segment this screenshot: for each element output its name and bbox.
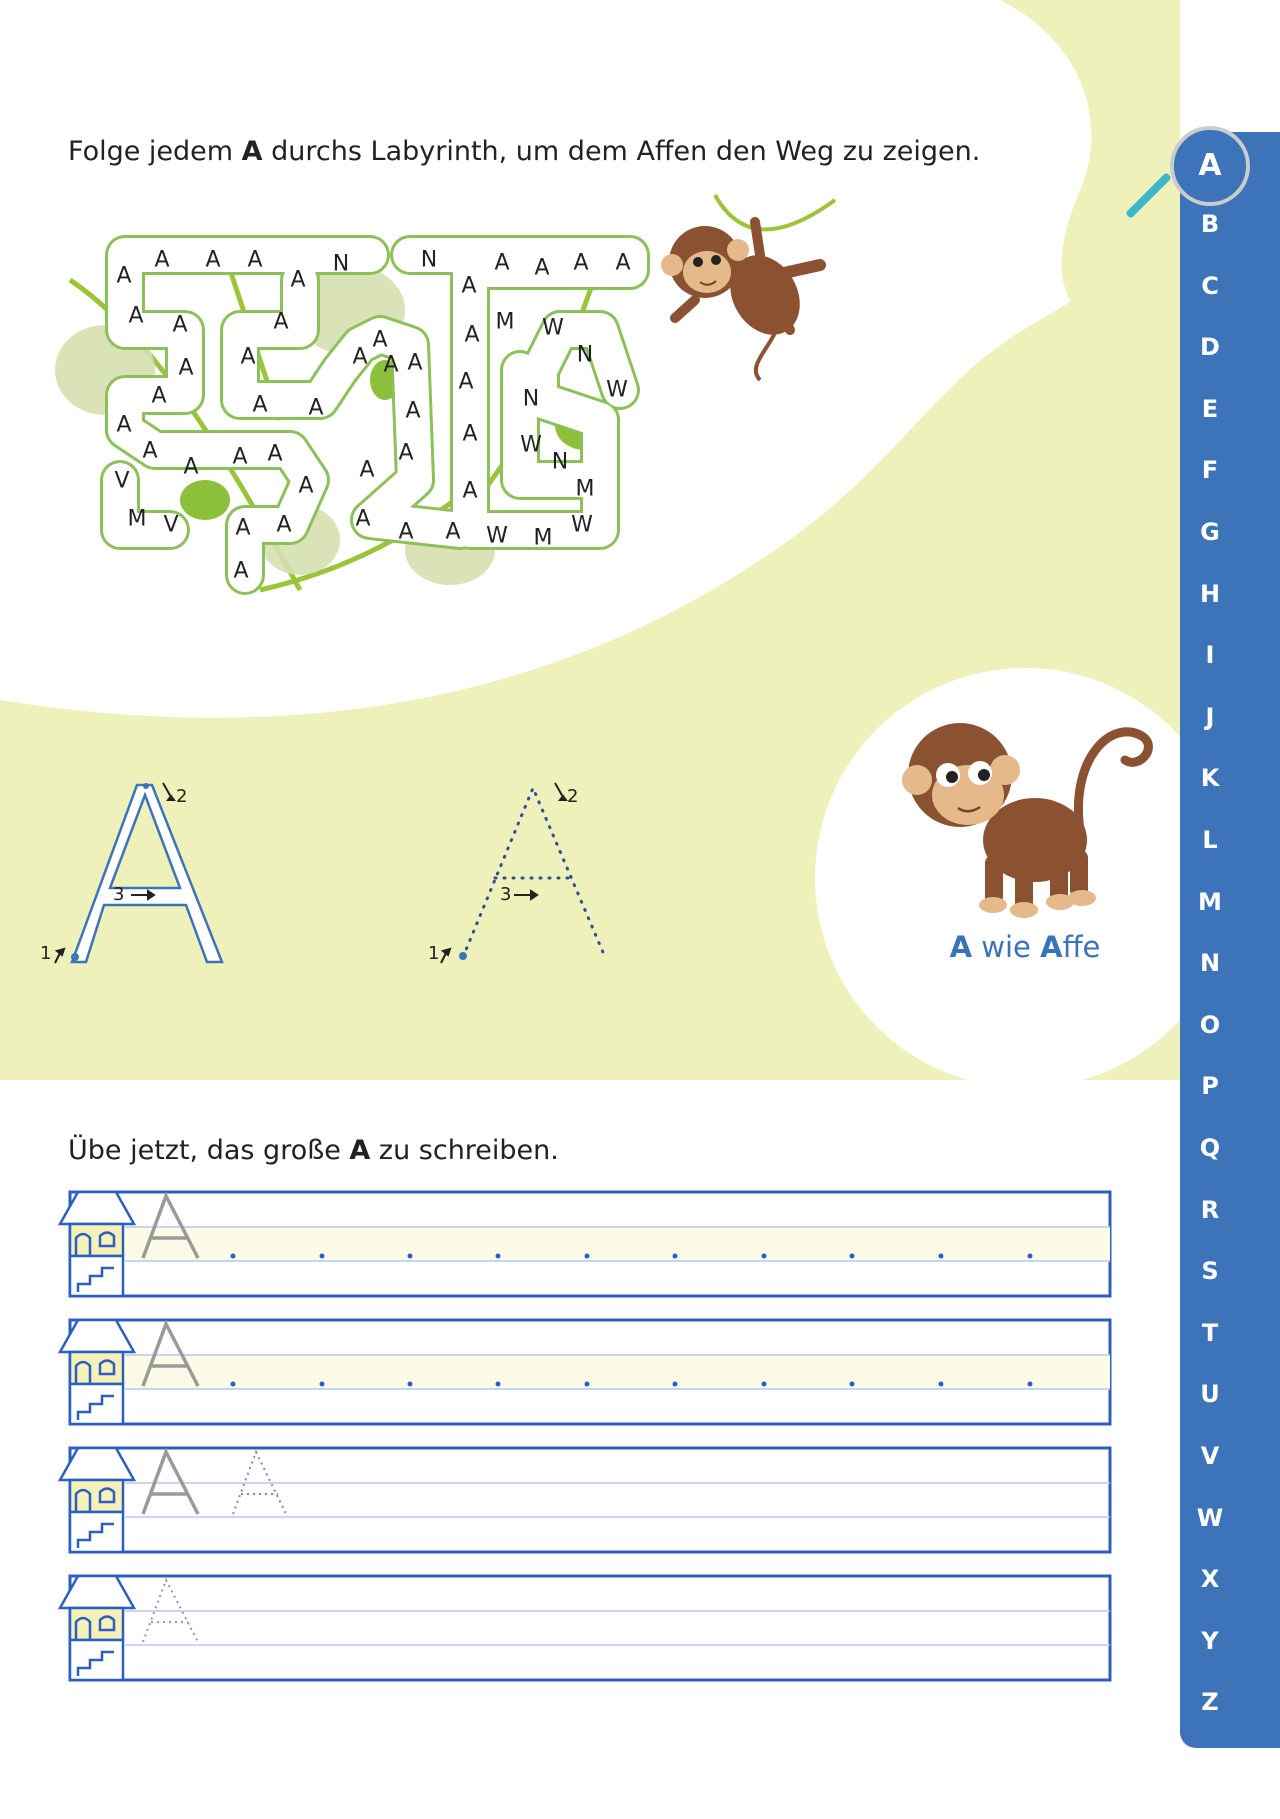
alphabet-letter-d[interactable]: D [1200,333,1220,362]
maze-letter: N [576,342,594,368]
house-icon [60,1576,134,1680]
stroke-number-2b: 2 [567,786,579,807]
maze-letter: A [372,327,388,353]
alphabet-letter-u[interactable]: U [1200,1380,1220,1409]
maze-letter: A [398,519,414,545]
alphabet-letter-k[interactable]: K [1200,764,1220,793]
maze-letter: W [520,432,542,458]
maze-letter: A [461,273,477,299]
writing-row-4[interactable] [70,1576,1110,1680]
maze-letter: A [298,473,314,499]
maze-letter: A [359,457,375,483]
maze-letter: A [247,247,263,273]
stroke-number-2: 2 [176,786,188,807]
maze-letter: A [183,454,199,480]
house-icon [60,1448,134,1552]
alphabet-letter-p[interactable]: P [1201,1072,1219,1101]
maze-letter: A [128,303,144,329]
alphabet-letter-n[interactable]: N [1199,949,1221,978]
alphabet-letter-i[interactable]: I [1205,641,1215,670]
maze-letter: A [398,440,414,466]
maze-letter: A [116,263,132,289]
maze-letter: V [114,468,130,494]
maze-letter: N [551,449,569,475]
maze-letter: A [464,322,480,348]
maze-letter: A [205,247,221,273]
maze-letter: M [127,506,147,532]
maze-letter: N [420,247,438,273]
maze-letter: A [154,247,170,273]
stroke-number-1: 1 [40,943,52,964]
maze-letter: A [458,369,474,395]
maze-letter: A [383,352,399,378]
maze-letter: A [178,355,194,381]
maze-letter: A [235,515,251,541]
maze-letter: A [352,344,368,370]
maze-instruction: Folge jedem A durchs Labyrinth, um dem Affen den Weg zu zeigen. [68,136,981,167]
maze-letter: A [290,267,306,293]
maze-letter: A [273,309,289,335]
writing-row-2[interactable] [70,1320,1110,1424]
maze-letter: A [233,558,249,584]
alphabet-letter-s[interactable]: S [1201,1257,1219,1286]
maze-letter: A [355,506,371,532]
alphabet-letter-y[interactable]: Y [1201,1626,1219,1655]
maze-letter: A [252,392,268,418]
maze-letter: W [606,377,628,403]
maze-letter: A [407,350,423,376]
maze-letter: A [445,519,461,545]
maze-letter: N [522,386,540,412]
mascot-caption: A wie Affe [949,930,1101,964]
alphabet-letter-b[interactable]: B [1200,210,1220,238]
alphabet-letter-z[interactable]: Z [1201,1688,1219,1717]
maze-letter: A [494,250,510,276]
maze-letter: A [534,255,550,281]
maze-letter: A [240,344,256,370]
alphabet-letter-x[interactable]: X [1200,1565,1220,1594]
maze-letter: A [116,412,132,438]
maze-letter: V [163,512,179,538]
maze-letter: A [232,444,248,470]
alphabet-letter-t[interactable]: T [1201,1318,1219,1347]
maze-letter: M [575,476,595,502]
stroke-number-1b: 1 [428,943,440,964]
writing-row-1[interactable] [70,1192,1110,1296]
maze-letter: A [405,398,421,424]
stroke-number-3b: 3 [500,884,512,905]
maze-letter: A [276,512,292,538]
maze-letter: M [495,309,515,335]
alphabet-active-letter[interactable]: A [1170,126,1250,206]
maze-letter: A [573,250,589,276]
stroke-number-3: 3 [113,884,125,905]
maze-letter: A [462,478,478,504]
alphabet-letter-g[interactable]: G [1200,518,1220,546]
alphabet-letter-w[interactable]: W [1196,1503,1224,1532]
maze-letter: A [462,421,478,447]
maze-letter: A [267,441,283,467]
alphabet-letter-c[interactable]: C [1201,271,1219,300]
alphabet-letter-v[interactable]: V [1200,1442,1220,1470]
alphabet-letter-m[interactable]: M [1198,887,1222,916]
maze-letter: A [151,383,167,409]
alphabet-letter-f[interactable]: F [1201,456,1219,485]
alphabet-letter-e[interactable]: E [1201,394,1219,423]
house-icon [60,1320,134,1424]
maze-letter: M [533,525,553,551]
maze-letter: W [486,523,508,549]
maze-letter: W [571,512,593,538]
alphabet-letter-h[interactable]: H [1199,579,1221,608]
alphabet-letter-q[interactable]: Q [1199,1134,1221,1162]
writing-row-3[interactable] [70,1448,1110,1552]
house-icon [60,1192,134,1296]
maze-letter: A [142,438,158,464]
writing-instruction: Übe jetzt, das große A zu schreiben. [68,1135,559,1166]
maze-letter: N [332,251,350,277]
alphabet-letter-o[interactable]: O [1199,1010,1221,1039]
alphabet-letter-r[interactable]: R [1200,1195,1220,1224]
alphabet-letter-l[interactable]: L [1202,826,1218,854]
alphabet-letter-j[interactable]: J [1205,702,1215,731]
maze-letter: A [615,250,631,276]
maze-letter: A [172,312,188,338]
maze-letter: W [542,315,564,341]
maze-letter: A [308,395,324,421]
